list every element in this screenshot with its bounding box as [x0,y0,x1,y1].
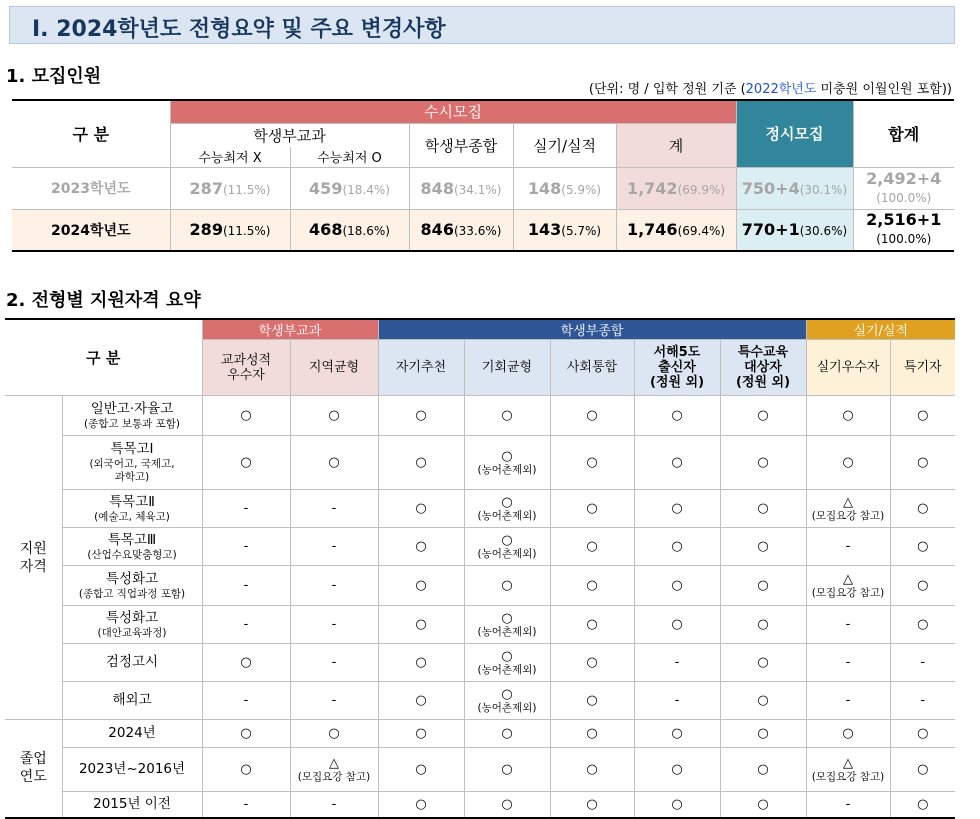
col-header-0: 교과성적 우수자 [202,340,290,396]
eligibility-row [5,682,955,720]
eligibility-cell: ○ (농어촌제외) [464,682,550,720]
eligibility-cell: - [890,682,955,720]
eligibility-cell: - [290,792,378,818]
eligibility-cell: - [290,682,378,720]
row-label: 2015년 이전 [62,792,202,818]
title-banner [9,6,955,44]
eligibility-cell: ○ [806,436,890,490]
eligibility-cell: - [634,682,720,720]
suneung-x-header: 수능최저 X [170,147,290,167]
row-label: 검정고시 [62,644,202,682]
row-label: 특성화고 (대안교육과정) [62,606,202,644]
eligibility-cell: ○ [464,748,550,792]
row-2024: 2024학년도 289(11.5%) 468(18.6%) 846(33.6%) 143(5.7%) 1,746(69.4%) 770+1(30.6%) 2,516+1 (100.0%) [12,209,954,251]
eligibility-cell: ○ [720,682,806,720]
eligibility-cell: - [806,682,890,720]
eligibility-cell: ○ [378,396,464,436]
eligibility-cell: ○ [890,396,955,436]
eligibility-cell: ○ (농어촌제외) [464,644,550,682]
eligibility-cell: ○ [464,396,550,436]
eligibility-cell: ○ [720,748,806,792]
side-label-eligibility: 지원 자격 [5,396,62,720]
eligibility-cell: - [202,792,290,818]
eligibility-row [5,566,955,606]
eligibility-cell: - [806,644,890,682]
jonghap-header: 학생부종합 [409,123,513,167]
eligibility-cell: ○ [378,566,464,606]
section2-heading: 2. 전형별 지원자격 요약 [6,290,201,311]
eligibility-cell: ○ [202,436,290,490]
row-label: 특목고Ⅱ (예술고, 체육고) [62,490,202,528]
group-silgi: 실기/실적 [806,319,955,340]
eligibility-cell: ○ [890,748,955,792]
enrollment-table [12,99,954,252]
page-title: Ⅰ. 2024학년도 전형요약 및 주요 변경사항 [32,17,446,42]
row-label: 특성화고 (종합고 직업과정 포함) [62,566,202,606]
susi-header: 수시모집 [170,100,736,123]
eligibility-cell: ○ [890,792,955,818]
eligibility-cell: ○ [550,606,634,644]
eligibility-cell: - [202,490,290,528]
eligibility-cell: ○ [806,720,890,748]
eligibility-cell: ○ [378,606,464,644]
eligibility-cell: ○ [634,606,720,644]
eligibility-cell: △ (모집요강 참고) [806,748,890,792]
eligibility-cell: ○ [290,396,378,436]
gubun-header: 구 분 [12,100,170,167]
kyogwa-header: 학생부교과 [170,123,409,147]
eligibility-cell: ○ [890,528,955,566]
eligibility-row [5,396,955,436]
side-label-graduation: 졸업 연도 [5,720,62,818]
eligibility-cell: ○ [634,396,720,436]
eligibility-cell: ○ [634,566,720,606]
eligibility-cell: ○ [634,748,720,792]
gubun2-header: 구 분 [5,319,202,396]
eligibility-cell: ○ (농어촌제외) [464,528,550,566]
eligibility-cell: - [290,644,378,682]
eligibility-cell: ○ [720,436,806,490]
eligibility-cell: ○ [806,396,890,436]
eligibility-cell: ○ [634,720,720,748]
jungsi-header: 정시모집 [736,100,853,167]
eligibility-cell: ○ [634,528,720,566]
eligibility-row [5,528,955,566]
gye-header: 계 [616,123,736,167]
eligibility-row [5,792,955,818]
eligibility-row [5,720,955,748]
eligibility-cell: ○ [720,606,806,644]
eligibility-cell: ○ [202,748,290,792]
col-header-1: 지역균형 [290,340,378,396]
eligibility-cell: ○ [890,490,955,528]
eligibility-cell: △ (모집요강 참고) [290,748,378,792]
eligibility-cell: - [634,644,720,682]
eligibility-cell: ○ [464,566,550,606]
eligibility-row [5,644,955,682]
eligibility-cell: - [806,792,890,818]
eligibility-cell: - [890,644,955,682]
eligibility-cell: ○ [890,566,955,606]
eligibility-cell: ○ [634,436,720,490]
eligibility-cell: ○ [202,396,290,436]
eligibility-cell: ○ [720,720,806,748]
suneung-o-header: 수능최저 O [290,147,409,167]
eligibility-cell: △ (모집요강 참고) [806,490,890,528]
unit-note: (단위: 명 / 입학 정원 기준 (2022학년도 미충원 이월인원 포함)) [588,82,952,97]
eligibility-cell: ○ [464,720,550,748]
row-label: 2023년~2016년 [62,748,202,792]
col-header-2: 자기추천 [378,340,464,396]
eligibility-cell: ○ [378,720,464,748]
eligibility-cell: - [806,528,890,566]
eligibility-cell: ○ [378,490,464,528]
col-header-8: 특기자 [890,340,955,396]
eligibility-cell: ○ [378,436,464,490]
eligibility-row [5,606,955,644]
eligibility-cell: ○ [550,748,634,792]
eligibility-cell: - [202,528,290,566]
eligibility-row [5,748,955,792]
eligibility-row [5,490,955,528]
eligibility-cell: △ (모집요강 참고) [806,566,890,606]
eligibility-table [5,318,955,819]
col-header-7: 실기우수자 [806,340,890,396]
eligibility-cell: ○ [202,644,290,682]
eligibility-cell: ○ [550,792,634,818]
eligibility-cell: ○ [378,644,464,682]
eligibility-cell: ○ [378,792,464,818]
eligibility-cell: - [202,606,290,644]
eligibility-cell: ○ (농어촌제외) [464,490,550,528]
eligibility-cell: ○ [720,566,806,606]
group-jonghap: 학생부종합 [378,319,806,340]
eligibility-cell: ○ [550,682,634,720]
eligibility-cell: ○ [378,528,464,566]
eligibility-cell: ○ [634,792,720,818]
row-label: 2024년 [62,720,202,748]
eligibility-cell: ○ [202,720,290,748]
eligibility-cell: ○ [720,490,806,528]
eligibility-cell: - [202,566,290,606]
eligibility-cell: ○ [290,436,378,490]
eligibility-cell: ○ [890,436,955,490]
eligibility-cell: ○ (농어촌제외) [464,436,550,490]
eligibility-cell: ○ [290,720,378,748]
col-header-5: 서해5도 출신자 (정원 외) [634,340,720,396]
eligibility-cell: ○ [890,606,955,644]
col-header-3: 기회균형 [464,340,550,396]
eligibility-cell: ○ [720,396,806,436]
eligibility-cell: ○ [550,720,634,748]
eligibility-cell: ○ [378,748,464,792]
group-kyogwa: 학생부교과 [202,319,378,340]
eligibility-cell: ○ [550,436,634,490]
total-header: 합계 [853,100,954,167]
eligibility-cell: ○ [550,528,634,566]
eligibility-cell: - [806,606,890,644]
eligibility-cell: - [202,682,290,720]
col-header-6: 특수교육 대상자 (정원 외) [720,340,806,396]
col-header-4: 사회통합 [550,340,634,396]
eligibility-cell: - [290,490,378,528]
eligibility-cell: ○ [720,528,806,566]
section1-heading: 1. 모집인원 [6,66,102,87]
eligibility-cell: ○ [634,490,720,528]
row-label: 특목고Ⅰ (외국어고, 국제고, 과학고) [62,436,202,490]
row-2023: 2023학년도 287(11.5%) 459(18.4%) 848(34.1%) 148(5.9%) 1,742(69.9%) 750+4(30.1%) 2,492+4 (100.0%) [12,167,954,209]
row-label: 일반고·자율고 (종합고 보통과 포함) [62,396,202,436]
row-label: 특목고Ⅲ (산업수요맞춤형고) [62,528,202,566]
eligibility-cell: - [290,566,378,606]
silgi-header: 실기/실적 [513,123,616,167]
eligibility-cell: ○ [720,644,806,682]
eligibility-cell: ○ [720,792,806,818]
eligibility-row [5,436,955,490]
eligibility-cell: ○ [378,682,464,720]
eligibility-cell: ○ [464,792,550,818]
row-label: 해외고 [62,682,202,720]
eligibility-cell: - [290,606,378,644]
eligibility-cell: ○ (농어촌제외) [464,606,550,644]
eligibility-cell: ○ [550,396,634,436]
eligibility-cell: ○ [550,566,634,606]
eligibility-cell: ○ [890,720,955,748]
eligibility-cell: - [290,528,378,566]
eligibility-cell: ○ [550,490,634,528]
eligibility-cell: ○ [550,644,634,682]
